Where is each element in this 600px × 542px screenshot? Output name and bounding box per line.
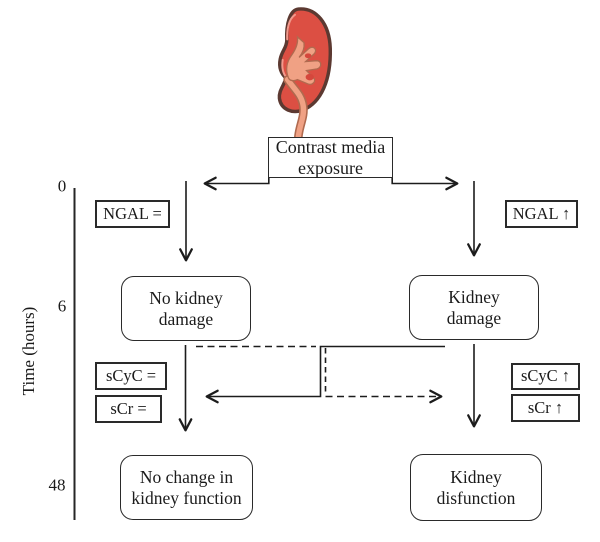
exposure-line2: exposure <box>298 157 363 178</box>
scr-elevated-box: sCr ↑ <box>511 394 580 422</box>
kidney-damage-line2: damage <box>446 307 502 328</box>
time-axis-label: Time (hours) <box>19 306 38 396</box>
ngal-elevated-box: NGAL ↑ <box>505 200 578 228</box>
no-change-line1: No change in <box>139 466 234 487</box>
arrow-exposure-to-right <box>392 178 457 184</box>
exposure-line1: Contrast media <box>275 137 386 158</box>
no-change-kidney-function-box <box>120 455 253 520</box>
tick-48h: 48 <box>48 475 66 495</box>
kidney-medulla-spot <box>305 53 312 58</box>
scyc-normal-box: sCyC = <box>95 362 167 390</box>
kidney-disfunction-box <box>410 454 542 521</box>
kidney-illustration <box>254 4 336 142</box>
ngal-normal-box: NGAL = <box>95 200 170 228</box>
no-kidney-damage-box <box>121 276 251 341</box>
contrast-media-exposure-box <box>268 137 393 178</box>
tick-0h: 0 <box>57 176 67 196</box>
kidney-medulla-spot <box>306 74 314 81</box>
kidney-disfunction-line2: disfunction <box>436 487 516 508</box>
no-kidney-damage-line2: damage <box>158 308 214 329</box>
scyc-elevated-box: sCyC ↑ <box>511 363 580 390</box>
kidney-damage-line1: Kidney <box>448 286 500 307</box>
tick-6h: 6 <box>57 296 67 316</box>
scr-normal-box: sCr = <box>95 395 162 423</box>
no-kidney-damage-line1: No kidney <box>149 287 223 308</box>
arrow-exposure-to-left <box>205 178 269 184</box>
no-change-line2: kidney function <box>131 487 242 508</box>
kidney-damage-box <box>409 275 539 340</box>
kidney-disfunction-line1: Kidney <box>450 466 502 487</box>
crossover-solid-arrow <box>207 347 445 397</box>
